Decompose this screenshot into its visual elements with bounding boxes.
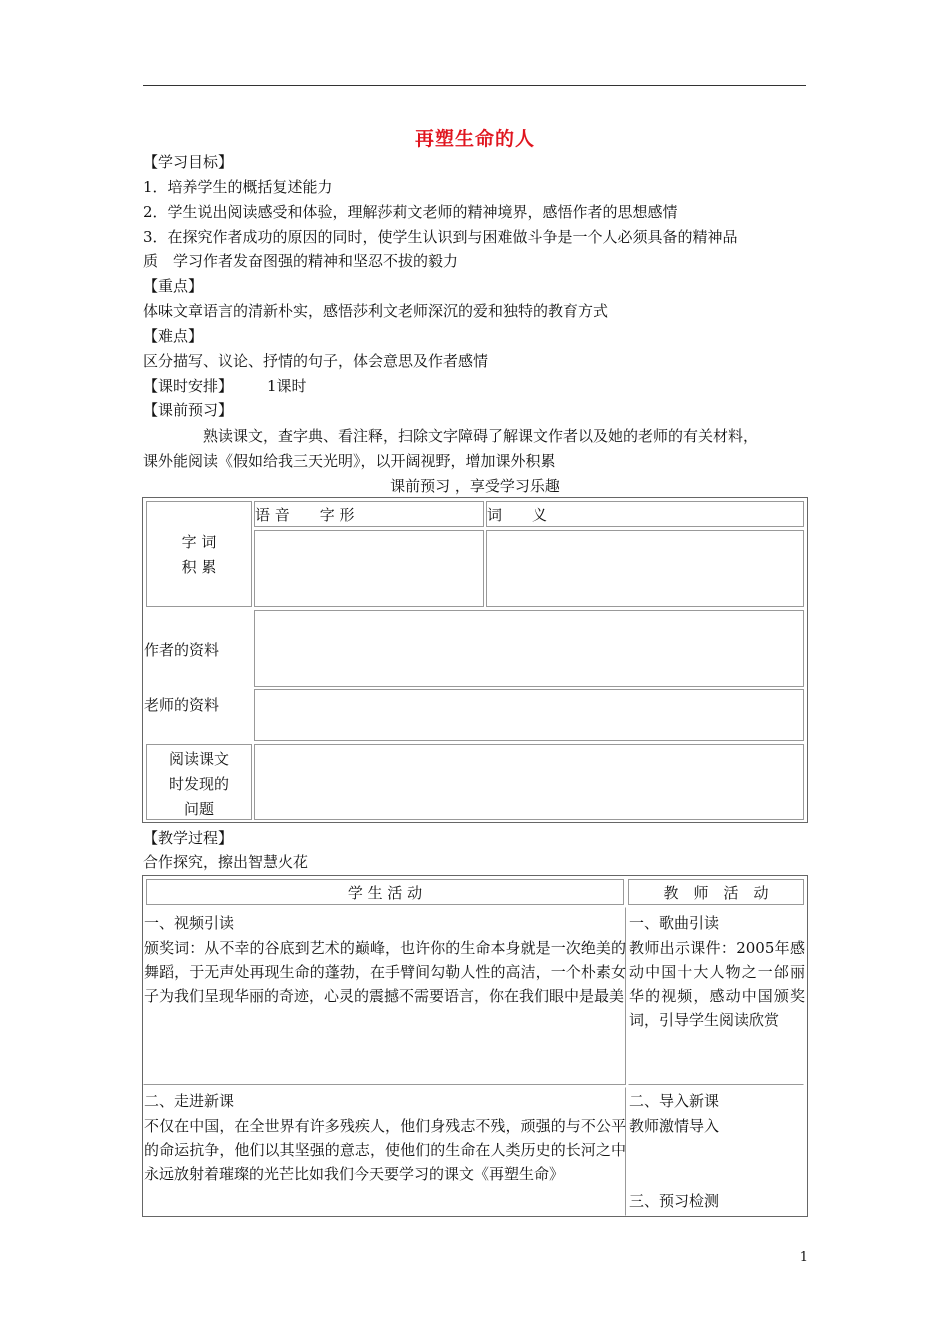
preview-line-2: 课外能阅读《假如给我三天光明》，以开阔视野，增加课外积累 xyxy=(143,452,556,470)
words-label-a: 字 词 xyxy=(181,533,217,551)
teacher-label: 老师的资料 xyxy=(144,696,220,714)
teacher-row-2-title2: 三、预习检测 xyxy=(629,1192,720,1210)
student-row-1-text: 颁奖词：从不幸的谷底到艺术的巅峰，也许你的生命本身就是一次绝美的舞蹈，于无声处再现生命的蓬勃，在手臂间勾勒人性的高洁，一个朴素女子为我们呈现华丽的奇迹，心灵的震撼不需要语言，你在我们眼中是最美 xyxy=(144,939,626,1005)
schedule-line xyxy=(143,374,307,398)
meaning-header: 词 义 xyxy=(487,506,548,524)
student-row-1-title: 一、视频引读 xyxy=(144,914,235,932)
student-row-2-title: 二、走进新课 xyxy=(144,1092,235,1110)
teacher-answer-box[interactable] xyxy=(254,689,804,741)
questions-answer-box[interactable] xyxy=(254,744,804,820)
preview-line-1: 熟读课文，查字典、看注释，扫除文字障碍了解课文作者以及她的老师的有关材料， xyxy=(203,427,759,445)
key-heading: 【重点】 xyxy=(143,277,204,295)
teacher-row-2-title: 二、导入新课 xyxy=(629,1092,720,1110)
preview-table-caption: 课前预习 ，享受学习乐趣 xyxy=(390,477,560,495)
student-header: 学 生 活 动 xyxy=(347,884,423,902)
words-label-b: 积 累 xyxy=(181,558,217,576)
teacher-header: 教 师 活 动 xyxy=(663,884,769,902)
teacher-row-2-text: 教师激情导入 xyxy=(629,1117,720,1135)
schedule-heading: 【课时安排】 xyxy=(143,377,234,395)
difficulty-heading: 【难点】 xyxy=(143,327,204,345)
page-number: 1 xyxy=(799,1250,808,1265)
objectives-heading: 【学习目标】 xyxy=(143,153,234,171)
key-text: 体味文章语言的清新朴实，感悟莎利文老师深沉的爱和独特的教育方式 xyxy=(143,302,609,320)
questions-label-b: 时发现的 xyxy=(168,775,229,793)
teacher-row-1-text: 教师出示课件：2005年感动中国十大人物之一邰丽华的视频，感动中国颁奖词，引导学生阅读欣赏 xyxy=(629,939,805,1029)
process-heading: 【教学过程】 xyxy=(143,829,234,847)
objective-3-cont: 质 学习作者发奋图强的精神和坚忍不拔的毅力 xyxy=(143,252,459,270)
process-subtitle: 合作探究，擦出智慧火花 xyxy=(143,853,309,871)
objective-1: 1．培养学生的概括复述能力 xyxy=(143,178,333,196)
difficulty-text: 区分描写、议论、抒情的句子，体会意思及作者感情 xyxy=(143,352,489,370)
questions-label-a: 阅读课文 xyxy=(168,750,229,768)
preview-table xyxy=(142,497,808,823)
page-title: 再塑生命的人 xyxy=(414,128,535,150)
objective-2: 2．学生说出阅读感受和体验，理解莎莉文老师的精神境界，感悟作者的思想感情 xyxy=(143,203,678,221)
cell-words-label xyxy=(146,501,252,607)
preview-heading: 【课前预习】 xyxy=(143,401,234,419)
author-answer-box[interactable] xyxy=(254,610,804,687)
process-table xyxy=(142,875,808,1217)
objective-3: 3．在探究作者成功的原因的同时，使学生认识到与困难做斗争是一个人必须具备的精神品 xyxy=(143,228,738,246)
header-rule xyxy=(143,85,806,86)
author-label: 作者的资料 xyxy=(144,641,220,659)
teacher-row-1-title: 一、歌曲引读 xyxy=(629,914,720,932)
questions-label-c: 问题 xyxy=(183,800,214,818)
student-row-2-text: 不仅在中国，在全世界有许多残疾人，他们身残志不残，顽强的与不公平的命运抗争，他们以其坚强的意志，使他们的生命在人类历史的长河之中永远放射着璀璨的光芒比如我们今天要学习的课文《再塑生命》 xyxy=(144,1117,626,1183)
schedule-value: 1课时 xyxy=(267,377,307,395)
meaning-answer-box[interactable] xyxy=(486,530,804,607)
pron-header: 语 音 字 形 xyxy=(255,506,355,524)
pron-answer-box[interactable] xyxy=(254,530,484,607)
